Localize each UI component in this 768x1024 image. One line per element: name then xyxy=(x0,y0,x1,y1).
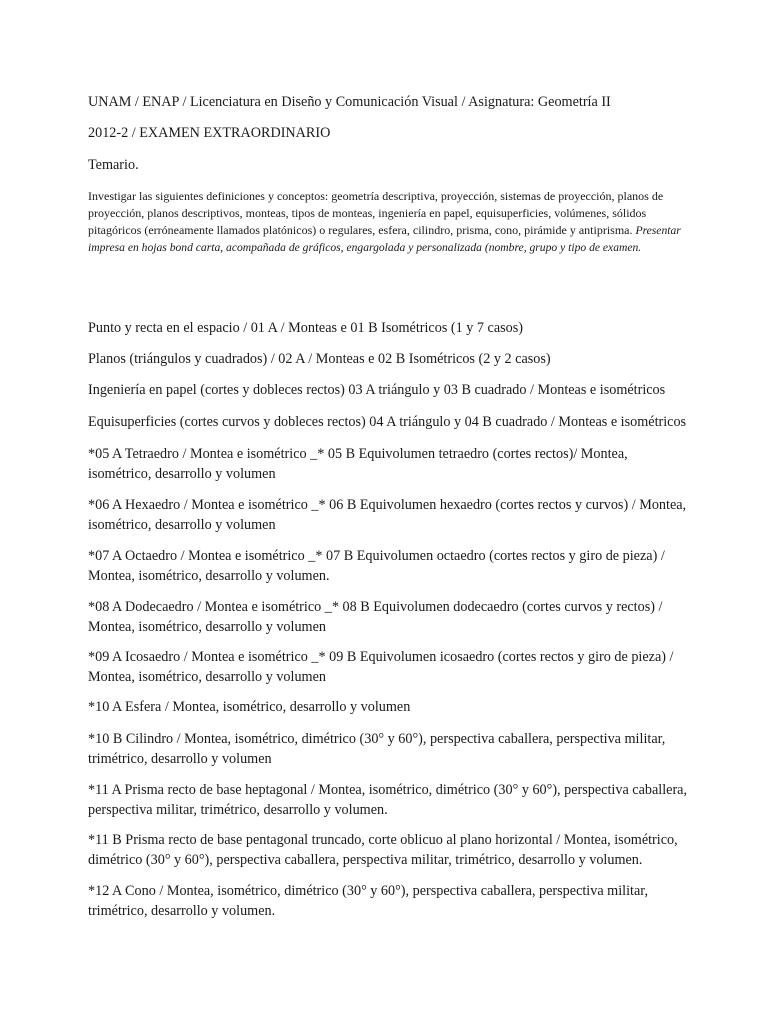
list-item: *09 A Icosaedro / Montea e isométrico _* 09 B Equivolumen icosaedro (cortes rectos y giro de pieza) / Montea, isométrico, desarrollo y volumen xyxy=(88,649,674,685)
intro-paragraph xyxy=(88,188,686,256)
list-item: *12 A Cono / Montea, isométrico, dimétrico (30° y 60°), perspectiva caballera, perspectiva militar, trimétrico, desarrollo y volumen. xyxy=(88,883,648,919)
list-item: *11 B Prisma recto de base pentagonal truncado, corte oblicuo al plano horizontal / Montea, isométrico, dimétrico (30° y 60°), perspectiva caballera, perspectiva militar, trimétrico, desarrollo y volumen. xyxy=(88,832,678,868)
list-item: *05 A Tetraedro / Montea e isométrico _* 05 B Equivolumen tetraedro (cortes rectos)/ Montea, isométrico, desarrollo y volumen xyxy=(88,446,628,482)
list-item: *07 A Octaedro / Montea e isométrico _* 07 B Equivolumen octaedro (cortes rectos y giro de pieza) / Montea, isométrico, desarrollo y volumen. xyxy=(88,548,665,584)
definitions-text: Investigar las siguientes definiciones y conceptos: geometría descriptiva, proyección, sistemas de proyección, planos de proyección, planos descriptivos, monteas, tipos de monteas, ingeniería en papel, equisuperficies, volúmenes, sólidos pitagóricos (erróneamente llamados platónicos) o regulares, esfera, cilindro, prisma, cono, pirámide y antiprisma. xyxy=(88,189,664,237)
list-item: Equisuperficies (cortes curvos y dobleces rectos) 04 A triángulo y 04 B cuadrado / Monteas e isométricos xyxy=(88,414,687,430)
list-item: *10 B Cilindro / Montea, isométrico, dimétrico (30° y 60°), perspectiva caballera, perspectiva militar, trimétrico, desarrollo y volumen xyxy=(88,731,666,767)
list-item: Planos (triángulos y cuadrados) / 02 A / Monteas e 02 B Isométricos (2 y 2 casos) xyxy=(88,351,551,367)
presentation-instructions: Presentar impresa en hojas bond carta, acompañada de gráficos, engargolada y personalizada (nombre, grupo y tipo de examen. xyxy=(88,224,681,254)
temario-heading: Temario. xyxy=(88,157,139,173)
list-item: *08 A Dodecaedro / Montea e isométrico _* 08 B Equivolumen dodecaedro (cortes curvos y rectos) / Montea, isométrico, desarrollo y volumen xyxy=(88,599,663,635)
list-item: *06 A Hexaedro / Montea e isométrico _* 06 B Equivolumen hexaedro (cortes rectos y curvos) / Montea, isométrico, desarrollo y volumen xyxy=(88,497,687,533)
exam-title: 2012-2 / EXAMEN EXTRAORDINARIO xyxy=(88,125,331,141)
header-course-line: UNAM / ENAP / Licenciatura en Diseño y Comunicación Visual / Asignatura: Geometría II xyxy=(88,94,611,110)
list-item: *10 A Esfera / Montea, isométrico, desarrollo y volumen xyxy=(88,699,411,715)
list-item: Punto y recta en el espacio / 01 A / Monteas e 01 B Isométricos (1 y 7 casos) xyxy=(88,320,523,336)
list-item: *11 A Prisma recto de base heptagonal / Montea, isométrico, dimétrico (30° y 60°), perspectiva caballera, perspectiva militar, trimétrico, desarrollo y volumen. xyxy=(88,782,688,818)
list-item: Ingeniería en papel (cortes y dobleces rectos) 03 A triángulo y 03 B cuadrado / Monteas e isométricos xyxy=(88,382,666,398)
